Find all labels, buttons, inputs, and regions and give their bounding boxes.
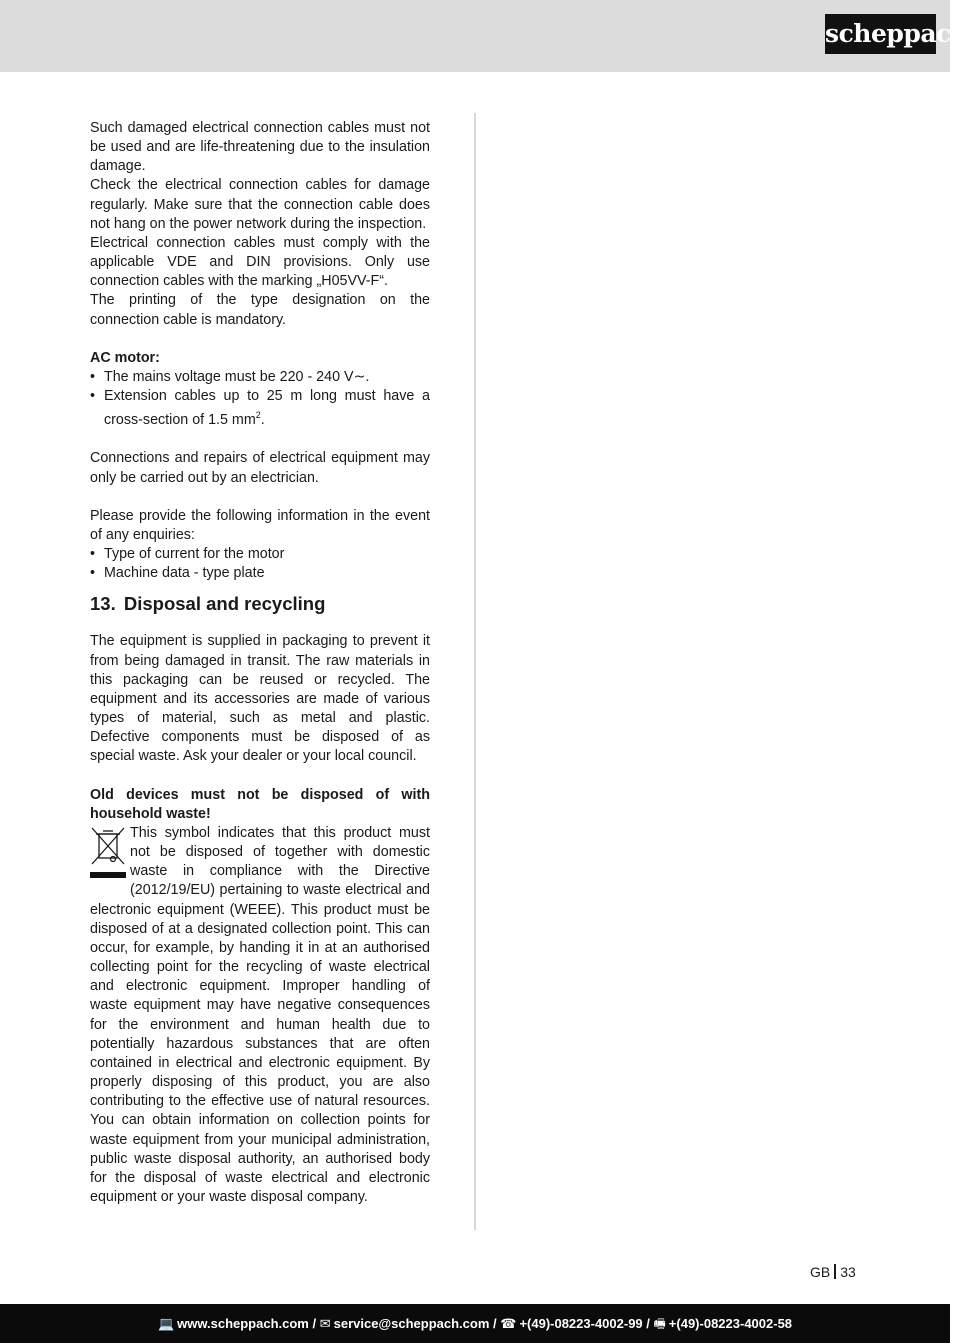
section-heading (90, 592, 430, 616)
email-icon: ✉ (319, 1316, 331, 1331)
enquiry-list (90, 545, 430, 583)
ac-motor-list (90, 368, 430, 430)
paragraph-cable-check: Check the electrical connection cables for damage regularly. Make sure that the connection cable does not hang on the power network during the inspection. (90, 177, 430, 232)
ac-motor-heading: AC motor: (90, 349, 160, 366)
footer-fax: +(49)-08223-4002-58 (668, 1316, 793, 1331)
fax-icon: 🖷 (653, 1316, 666, 1331)
section-title: Disposal and recycling (123, 593, 326, 615)
list-item: • Machine data - type plate (90, 564, 430, 583)
column-divider (474, 113, 476, 1230)
header-band (0, 0, 950, 72)
page-separator (834, 1264, 836, 1279)
footer-phone: +(49)-08223-4002-99 (519, 1316, 643, 1331)
ac-symbol: ∼ (353, 369, 366, 386)
page-language: GB (810, 1264, 831, 1280)
computer-icon: 💻 (157, 1316, 175, 1331)
paragraph-weee: This symbol indicates that this product must not be disposed of together with domestic waste in compliance with the Directive (2012/19/EU) pertaining to waste electrical and electronic equipment (WEEE). This product must be disposed of at a designated collection point. This can occur, for example, by handing it in at an authorised collecting point for the recycling of waste electrical and electronic equipment. Improper handling of waste equipment may have negative consequences for the environment and human health due to potentially hazardous substances that are often contained in electrical and electronic equipment. By properly disposing of this product, you are also contributing to the effective use of natural resources. You can obtain information on collection points for waste equipment from your municipal administration, public waste disposal authority, an authorised body for the disposal of waste electrical and electronic equipment or your waste disposal company. (90, 825, 430, 1205)
old-devices-heading: Old devices must not be disposed of with household waste! (90, 786, 430, 822)
page-number-value: 33 (840, 1264, 856, 1280)
footer-email-link[interactable]: service@scheppach.com (333, 1316, 490, 1331)
paragraph-type-designation: The printing of the type designation on the connection cable is mandatory. (90, 292, 430, 328)
paragraph-packaging: The equipment is supplied in packaging to prevent it from being damaged in transit. The raw materials in this packaging can be reused or recycled. The equipment and its accessories are made of various types of material, such as metal and plastic. Defective components must be disposed of as special waste. Ask your dealer or your local council. (90, 633, 430, 765)
superscript: 2 (255, 410, 261, 421)
list-item: • The mains voltage must be 220 - 240 V∼. (90, 368, 430, 387)
footer-web-link[interactable]: www.scheppach.com (177, 1316, 309, 1331)
paragraph-cable-damage: Such damaged electrical connection cables must not be used and are life-threatening due to the insulation damage. (90, 120, 430, 175)
paragraph-electrician: Connections and repairs of electrical equipment may only be carried out by an electrician. (90, 450, 430, 486)
list-item: • Type of current for the motor (90, 545, 430, 564)
crossed-out-wheelie-bin-icon (90, 826, 126, 886)
scheppach-logo: scheppach (825, 14, 936, 54)
paragraph-enquiries: Please provide the following information in the event of any enquiries: (90, 507, 430, 543)
phone-icon: ☎ (500, 1316, 517, 1331)
main-column (90, 119, 430, 1207)
paragraph-cable-provisions: Electrical connection cables must comply with the applicable VDE and DIN provisions. Only use connection cables with the marking „H05VV-F“. (90, 234, 430, 290)
page-number (810, 1264, 856, 1280)
footer-bar: 💻 www.scheppach.com / ✉ service@scheppach.com / ☎ +(49)-08223-4002-99 / 🖷 +(49)-08223-4002-58 (0, 1304, 950, 1343)
section-number: 13. (90, 593, 116, 615)
list-item: • Extension cables up to 25 m long must have a cross-section of 1.5 $mm^2$. (90, 387, 430, 430)
